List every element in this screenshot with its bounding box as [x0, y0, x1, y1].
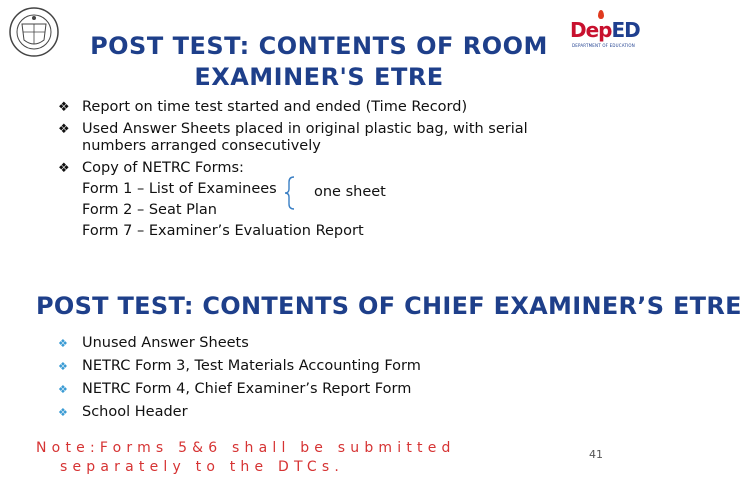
section1-bullet-3: [58, 159, 244, 178]
section2-bullet-1: [58, 334, 249, 353]
section2-bullet-4: [58, 403, 188, 422]
section2-bullet-3: [58, 380, 412, 399]
diamond-bullet-icon: ❖: [58, 122, 70, 137]
section1-bullet-2-cont: numbers arranged consecutively: [82, 138, 321, 154]
page-number: 41: [589, 448, 603, 461]
section1-bullet-1: [58, 98, 468, 117]
section1-bullet-2: [58, 120, 528, 139]
bullet-text: Unused Answer Sheets: [82, 335, 249, 351]
section2-title: POST TEST: CONTENTS OF CHIEF EXAMINER’S ETRE: [36, 292, 742, 320]
diamond-bullet-icon: ❖: [58, 406, 68, 419]
bullet-text: School Header: [82, 404, 188, 420]
deped-logo-dep: Dep: [570, 18, 612, 42]
form-2: Form 2 – Seat Plan: [82, 202, 217, 218]
note-line-1: Note:Forms 5&6 shall be submitted: [36, 440, 456, 456]
diamond-bullet-icon: ❖: [58, 100, 70, 115]
form-1: Form 1 – List of Examinees: [82, 181, 277, 197]
section1-title-line2: EXAMINER'S ETRE: [194, 63, 444, 91]
diamond-bullet-icon: ❖: [58, 383, 68, 396]
bullet-text: Used Answer Sheets placed in original plastic bag, with serial: [82, 121, 528, 137]
diamond-bullet-icon: ❖: [58, 360, 68, 373]
one-sheet-label: one sheet: [314, 184, 386, 200]
form-7: Form 7 – Examiner’s Evaluation Report: [82, 223, 364, 239]
note-line-2: separately to the DTCs.: [60, 459, 344, 475]
bullet-text: NETRC Form 3, Test Materials Accounting Form: [82, 358, 421, 374]
diamond-bullet-icon: ❖: [58, 337, 68, 350]
deped-logo-ed: ED: [611, 18, 640, 42]
bullet-text: Report on time test started and ended (Time Record): [82, 99, 468, 115]
brace-icon: [284, 176, 298, 210]
section1-title-line1: POST TEST: CONTENTS OF ROOM: [90, 32, 548, 60]
section2-bullet-2: [58, 357, 421, 376]
bullet-text: NETRC Form 4, Chief Examiner’s Report Form: [82, 381, 412, 397]
deped-logo-subtitle: DEPARTMENT OF EDUCATION: [572, 43, 635, 48]
bullet-text: Copy of NETRC Forms:: [82, 160, 244, 176]
diamond-bullet-icon: ❖: [58, 161, 70, 176]
